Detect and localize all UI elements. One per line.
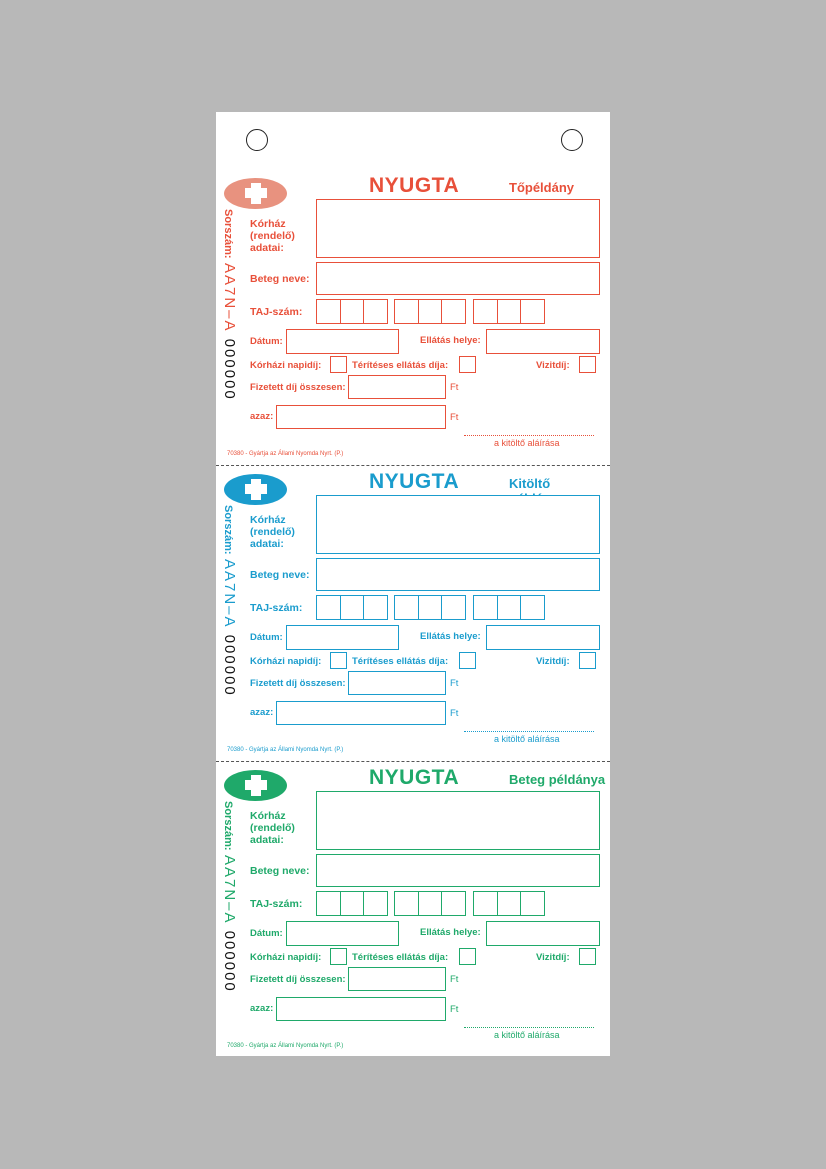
taj-digit-box[interactable] (340, 299, 364, 324)
serial-number (221, 855, 238, 993)
taj-digit-box[interactable] (340, 891, 364, 916)
in-words-label: azaz: (250, 1003, 274, 1014)
taj-digit-box[interactable] (473, 299, 498, 324)
visit-fee-label: Vizitdíj: (536, 656, 570, 667)
patient-name-field[interactable] (316, 854, 600, 887)
taj-digit-box[interactable] (316, 595, 341, 620)
taj-digit-box[interactable] (418, 891, 442, 916)
serial-digits: 000000 (221, 338, 238, 401)
taj-digit-box[interactable] (363, 891, 388, 916)
taj-digit-box[interactable] (473, 595, 498, 620)
paid-care-fee-label: Térítéses ellátás díja: (352, 952, 449, 963)
daily-fee-checkbox[interactable] (330, 948, 347, 965)
date-field[interactable] (286, 625, 399, 650)
paid-care-fee-checkbox[interactable] (459, 652, 476, 669)
visit-fee-label: Vizitdíj: (536, 952, 570, 963)
taj-digit-box[interactable] (340, 595, 364, 620)
taj-digit-box[interactable] (394, 595, 419, 620)
date-label: Dátum: (250, 632, 283, 643)
hospital-label: Kórház (rendelő) adatai: (250, 514, 295, 550)
punch-hole-right (561, 129, 583, 151)
serial-number (221, 559, 238, 697)
currency-label: Ft (450, 1004, 459, 1015)
in-words-field[interactable] (276, 405, 446, 429)
patient-name-field[interactable] (316, 558, 600, 591)
taj-digit-box[interactable] (497, 299, 521, 324)
visit-fee-checkbox[interactable] (579, 356, 596, 373)
care-location-label: Ellátás helye: (420, 335, 481, 346)
total-paid-field[interactable] (348, 375, 446, 399)
patient-name-field[interactable] (316, 262, 600, 295)
taj-digit-box[interactable] (441, 299, 466, 324)
taj-digit-box[interactable] (394, 891, 419, 916)
serial-prefix: AA7N–A (221, 855, 238, 925)
taj-digit-box[interactable] (418, 299, 442, 324)
hospital-label: Kórház (rendelő) adatai: (250, 810, 295, 846)
hospital-field[interactable] (316, 199, 600, 258)
receipt-title: NYUGTA (369, 470, 460, 493)
date-label: Dátum: (250, 336, 283, 347)
copy-label: Beteg példánya (509, 772, 606, 787)
total-paid-label: Fizetett díj összesen: (250, 382, 346, 393)
serial-prefix: AA7N–A (221, 263, 238, 333)
taj-digit-box[interactable] (441, 595, 466, 620)
total-paid-field[interactable] (348, 671, 446, 695)
care-location-label: Ellátás helye: (420, 631, 481, 642)
daily-fee-checkbox[interactable] (330, 356, 347, 373)
visit-fee-checkbox[interactable] (579, 652, 596, 669)
issuer-copy (216, 465, 610, 761)
currency-label: Ft (450, 412, 459, 423)
printer-footer: 70380 - Gyártja az Állami Nyomda Nyrt. (P.) (227, 451, 344, 457)
medical-cross-icon (224, 474, 287, 505)
printer-footer: 70380 - Gyártja az Állami Nyomda Nyrt. (P.) (227, 1043, 344, 1049)
receipt-stub (216, 169, 610, 465)
signature-label: a kitöltő aláírása (494, 734, 560, 744)
currency-label: Ft (450, 678, 459, 689)
in-words-label: azaz: (250, 707, 274, 718)
total-paid-label: Fizetett díj összesen: (250, 974, 346, 985)
date-field[interactable] (286, 329, 399, 354)
total-paid-field[interactable] (348, 967, 446, 991)
care-location-field[interactable] (486, 921, 600, 946)
taj-digit-box[interactable] (316, 891, 341, 916)
care-location-label: Ellátás helye: (420, 927, 481, 938)
copy-label: Kitöltő (509, 476, 551, 491)
in-words-field[interactable] (276, 701, 446, 725)
care-location-field[interactable] (486, 625, 600, 650)
in-words-field[interactable] (276, 997, 446, 1021)
signature-line (464, 731, 594, 732)
serial-number (221, 263, 238, 401)
hospital-field[interactable] (316, 791, 600, 850)
serial-digits: 000000 (221, 930, 238, 993)
paid-care-fee-label: Térítéses ellátás díja: (352, 656, 449, 667)
taj-digit-box[interactable] (497, 595, 521, 620)
receipt-sheet (216, 112, 610, 1056)
date-label: Dátum: (250, 928, 283, 939)
taj-digit-box[interactable] (418, 595, 442, 620)
visit-fee-checkbox[interactable] (579, 948, 596, 965)
taj-label: TAJ-szám: (250, 898, 303, 910)
taj-digit-box[interactable] (473, 891, 498, 916)
taj-digit-box[interactable] (520, 891, 545, 916)
medical-cross-icon (224, 178, 287, 209)
patient-name-label: Beteg neve: (250, 273, 310, 285)
paid-care-fee-label: Térítéses ellátás díja: (352, 360, 449, 371)
date-field[interactable] (286, 921, 399, 946)
daily-fee-checkbox[interactable] (330, 652, 347, 669)
taj-label: TAJ-szám: (250, 602, 303, 614)
taj-digit-box[interactable] (520, 595, 545, 620)
signature-line (464, 435, 594, 436)
currency-label: Ft (450, 708, 459, 719)
patient-copy (216, 761, 610, 1057)
taj-label: TAJ-szám: (250, 306, 303, 318)
hospital-field[interactable] (316, 495, 600, 554)
currency-label: Ft (450, 382, 459, 393)
taj-digit-box[interactable] (394, 299, 419, 324)
hospital-label: Kórház (rendelő) adatai: (250, 218, 295, 254)
paid-care-fee-checkbox[interactable] (459, 948, 476, 965)
serial-prefix: AA7N–A (221, 559, 238, 629)
taj-digit-box[interactable] (520, 299, 545, 324)
care-location-field[interactable] (486, 329, 600, 354)
patient-name-label: Beteg neve: (250, 865, 310, 877)
serial-label: Sorszám: (222, 209, 234, 259)
in-words-label: azaz: (250, 411, 274, 422)
daily-fee-label: Kórházi napidíj: (250, 952, 322, 963)
total-paid-label: Fizetett díj összesen: (250, 678, 346, 689)
taj-digit-box[interactable] (316, 299, 341, 324)
daily-fee-label: Kórházi napidíj: (250, 656, 322, 667)
paid-care-fee-checkbox[interactable] (459, 356, 476, 373)
serial-label: Sorszám: (222, 801, 234, 851)
taj-digit-box[interactable] (363, 595, 388, 620)
copy-label: Tőpéldány (509, 180, 575, 195)
taj-digit-box[interactable] (441, 891, 466, 916)
receipt-title: NYUGTA (369, 766, 460, 789)
signature-label: a kitöltő aláírása (494, 1030, 560, 1040)
patient-name-label: Beteg neve: (250, 569, 310, 581)
printer-footer: 70380 - Gyártja az Állami Nyomda Nyrt. (P.) (227, 747, 344, 753)
serial-label: Sorszám: (222, 505, 234, 555)
currency-label: Ft (450, 974, 459, 985)
punch-hole-left (246, 129, 268, 151)
visit-fee-label: Vizitdíj: (536, 360, 570, 371)
daily-fee-label: Kórházi napidíj: (250, 360, 322, 371)
taj-digit-box[interactable] (363, 299, 388, 324)
receipt-title: NYUGTA (369, 174, 460, 197)
taj-digit-box[interactable] (497, 891, 521, 916)
medical-cross-icon (224, 770, 287, 801)
serial-digits: 000000 (221, 634, 238, 697)
signature-label: a kitöltő aláírása (494, 438, 560, 448)
signature-line (464, 1027, 594, 1028)
